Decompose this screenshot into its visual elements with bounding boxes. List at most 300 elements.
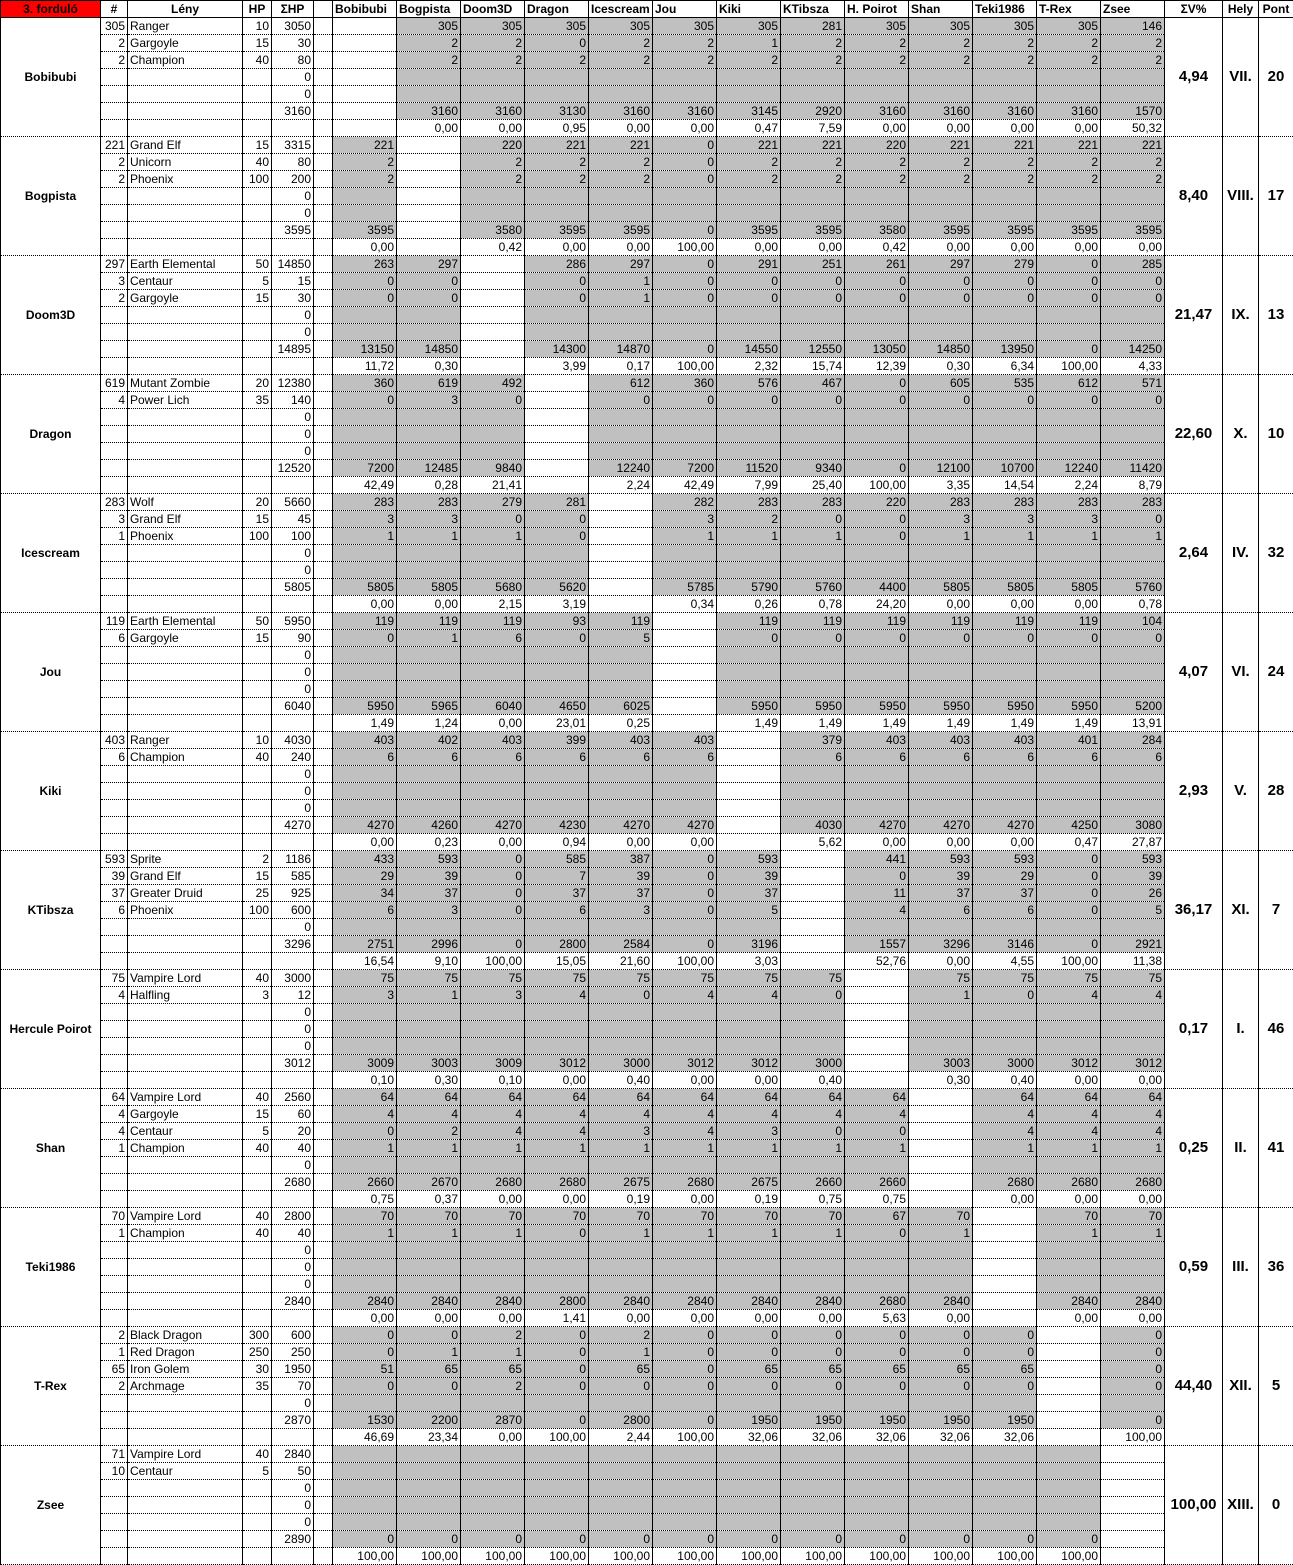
result-cell: 119 bbox=[333, 613, 397, 630]
result-cell bbox=[461, 443, 525, 460]
result-cell: 4 bbox=[717, 1106, 781, 1123]
table-row bbox=[1, 902, 1293, 919]
result-cell bbox=[909, 681, 973, 698]
player-name: KTibsza bbox=[1, 851, 101, 970]
total-hp-header: ΣHP bbox=[272, 1, 314, 18]
creature-name: Centaur bbox=[128, 273, 243, 290]
spacer-cell bbox=[314, 885, 333, 902]
result-cell: 0,00 bbox=[461, 120, 525, 137]
unit-count: 4 bbox=[101, 1106, 128, 1123]
result-cell bbox=[397, 919, 461, 936]
points-value: 28 bbox=[1259, 732, 1293, 851]
result-cell: 0 bbox=[909, 273, 973, 290]
result-cell: 3160 bbox=[653, 103, 717, 120]
result-cell: 305 bbox=[909, 18, 973, 35]
unit-hp bbox=[243, 698, 272, 715]
result-cell: 64 bbox=[333, 1089, 397, 1106]
unit-total-hp bbox=[272, 1429, 314, 1446]
table-row bbox=[1, 86, 1293, 103]
result-cell bbox=[525, 69, 589, 86]
result-cell bbox=[461, 647, 525, 664]
table-row bbox=[1, 1497, 1293, 1514]
result-cell bbox=[909, 1174, 973, 1191]
result-cell bbox=[333, 1463, 397, 1480]
creature-name bbox=[128, 477, 243, 494]
player-name: Zsee bbox=[1, 1446, 101, 1565]
result-cell bbox=[589, 511, 653, 528]
result-cell bbox=[973, 188, 1037, 205]
player-name: T-Rex bbox=[1, 1327, 101, 1446]
result-cell bbox=[525, 1395, 589, 1412]
creature-name bbox=[128, 1548, 243, 1565]
result-cell: 3 bbox=[589, 902, 653, 919]
creature-name bbox=[128, 579, 243, 596]
result-cell: 0,00 bbox=[525, 239, 589, 256]
result-cell: 2 bbox=[653, 52, 717, 69]
result-cell bbox=[973, 1259, 1037, 1276]
creature-name: Champion bbox=[128, 749, 243, 766]
unit-count bbox=[101, 341, 128, 358]
result-cell: 0 bbox=[1037, 290, 1101, 307]
result-cell: 0 bbox=[653, 290, 717, 307]
table-row bbox=[1, 477, 1293, 494]
result-cell bbox=[589, 800, 653, 817]
unit-total-hp: 2680 bbox=[272, 1174, 314, 1191]
unit-count: 2 bbox=[101, 1327, 128, 1344]
table-row bbox=[1, 1378, 1293, 1395]
result-cell bbox=[333, 664, 397, 681]
result-cell: 2 bbox=[845, 171, 909, 188]
result-cell: 220 bbox=[845, 137, 909, 154]
result-cell bbox=[717, 545, 781, 562]
result-cell bbox=[845, 1446, 909, 1463]
unit-total-hp: 0 bbox=[272, 681, 314, 698]
result-cell bbox=[589, 545, 653, 562]
result-cell: 5 bbox=[717, 902, 781, 919]
unit-total-hp: 2890 bbox=[272, 1531, 314, 1548]
result-cell bbox=[461, 1480, 525, 1497]
unit-hp: 3 bbox=[243, 987, 272, 1004]
result-cell: 0 bbox=[781, 511, 845, 528]
result-cell: 433 bbox=[333, 851, 397, 868]
result-cell bbox=[781, 953, 845, 970]
unit-total-hp: 2840 bbox=[272, 1293, 314, 1310]
result-cell bbox=[1101, 443, 1165, 460]
creature-name bbox=[128, 341, 243, 358]
result-cell: 6 bbox=[397, 749, 461, 766]
table-row bbox=[1, 1344, 1293, 1361]
spacer-cell bbox=[314, 664, 333, 681]
result-cell: 39 bbox=[717, 868, 781, 885]
result-cell: 21,41 bbox=[461, 477, 525, 494]
unit-total-hp: 80 bbox=[272, 154, 314, 171]
hp-header: HP bbox=[243, 1, 272, 18]
result-cell: 2840 bbox=[717, 1293, 781, 1310]
result-cell: 3160 bbox=[1037, 103, 1101, 120]
spacer-cell bbox=[314, 783, 333, 800]
result-cell: 5680 bbox=[461, 579, 525, 596]
result-cell bbox=[717, 1463, 781, 1480]
result-cell bbox=[1037, 1395, 1101, 1412]
points-value: 24 bbox=[1259, 613, 1293, 732]
unit-total-hp: 0 bbox=[272, 86, 314, 103]
result-cell bbox=[589, 494, 653, 511]
result-cell: 65 bbox=[909, 1361, 973, 1378]
table-row bbox=[1, 1021, 1293, 1038]
result-cell: 0 bbox=[333, 290, 397, 307]
result-cell: 399 bbox=[525, 732, 589, 749]
unit-count bbox=[101, 1293, 128, 1310]
result-cell bbox=[397, 1242, 461, 1259]
result-cell bbox=[589, 783, 653, 800]
unit-count bbox=[101, 1310, 128, 1327]
result-cell: 3130 bbox=[525, 103, 589, 120]
unit-count: 71 bbox=[101, 1446, 128, 1463]
result-cell: 6 bbox=[1037, 749, 1101, 766]
result-cell bbox=[653, 613, 717, 630]
result-cell bbox=[653, 681, 717, 698]
result-cell bbox=[973, 1038, 1037, 1055]
result-cell: 75 bbox=[525, 970, 589, 987]
result-cell bbox=[845, 188, 909, 205]
result-cell: 0 bbox=[653, 1344, 717, 1361]
result-cell: 12100 bbox=[909, 460, 973, 477]
loss-percent: 8,40 bbox=[1165, 137, 1223, 256]
result-cell bbox=[525, 783, 589, 800]
result-cell: 32,06 bbox=[973, 1429, 1037, 1446]
result-cell: 119 bbox=[781, 613, 845, 630]
result-cell bbox=[845, 409, 909, 426]
opponent-header: Shan bbox=[909, 1, 973, 18]
result-cell bbox=[525, 664, 589, 681]
result-cell bbox=[781, 936, 845, 953]
unit-hp: 35 bbox=[243, 1378, 272, 1395]
result-cell bbox=[333, 409, 397, 426]
table-row bbox=[1, 851, 1293, 868]
result-cell bbox=[1037, 1463, 1101, 1480]
result-cell: 571 bbox=[1101, 375, 1165, 392]
result-cell: 75 bbox=[781, 970, 845, 987]
result-cell: 64 bbox=[461, 1089, 525, 1106]
unit-count bbox=[101, 239, 128, 256]
result-cell: 0 bbox=[781, 1344, 845, 1361]
place-rank: VIII. bbox=[1223, 137, 1259, 256]
result-cell bbox=[653, 443, 717, 460]
unit-hp bbox=[243, 1429, 272, 1446]
result-cell bbox=[909, 1038, 973, 1055]
unit-total-hp bbox=[272, 477, 314, 494]
unit-count: 1 bbox=[101, 528, 128, 545]
result-cell: 4 bbox=[973, 1123, 1037, 1140]
result-cell: 4400 bbox=[845, 579, 909, 596]
unit-count bbox=[101, 460, 128, 477]
place-rank: XIII. bbox=[1223, 1446, 1259, 1565]
spacer-cell bbox=[314, 681, 333, 698]
table-row bbox=[1, 1310, 1293, 1327]
result-cell: 2 bbox=[1037, 154, 1101, 171]
unit-total-hp: 3595 bbox=[272, 222, 314, 239]
result-cell bbox=[973, 205, 1037, 222]
result-cell: 305 bbox=[397, 18, 461, 35]
result-cell: 0,00 bbox=[909, 596, 973, 613]
table-row bbox=[1, 1259, 1293, 1276]
result-cell: 0,19 bbox=[589, 1191, 653, 1208]
unit-count bbox=[101, 783, 128, 800]
result-cell: 403 bbox=[973, 732, 1037, 749]
result-cell bbox=[909, 1004, 973, 1021]
result-cell: 2200 bbox=[397, 1412, 461, 1429]
unit-hp: 250 bbox=[243, 1344, 272, 1361]
creature-name bbox=[128, 307, 243, 324]
result-cell bbox=[781, 86, 845, 103]
result-cell bbox=[397, 1157, 461, 1174]
result-cell: 1 bbox=[1037, 528, 1101, 545]
result-cell: 0 bbox=[845, 1378, 909, 1395]
table-row bbox=[1, 664, 1293, 681]
spacer-cell bbox=[314, 953, 333, 970]
result-cell bbox=[653, 630, 717, 647]
unit-total-hp: 0 bbox=[272, 188, 314, 205]
result-cell: 221 bbox=[333, 137, 397, 154]
result-cell: 2584 bbox=[589, 936, 653, 953]
result-cell bbox=[973, 664, 1037, 681]
loss-percent: 0,25 bbox=[1165, 1089, 1223, 1208]
result-cell: 4 bbox=[781, 1106, 845, 1123]
result-cell: 284 bbox=[1101, 732, 1165, 749]
spacer-cell bbox=[314, 477, 333, 494]
creature-name bbox=[128, 120, 243, 137]
result-cell: 4650 bbox=[525, 698, 589, 715]
result-cell: 50,32 bbox=[1101, 120, 1165, 137]
spacer-cell bbox=[314, 256, 333, 273]
unit-hp: 15 bbox=[243, 868, 272, 885]
unit-total-hp: 5660 bbox=[272, 494, 314, 511]
unit-count bbox=[101, 1531, 128, 1548]
creature-name bbox=[128, 460, 243, 477]
result-cell bbox=[781, 409, 845, 426]
result-cell bbox=[589, 1004, 653, 1021]
player-name: Bobibubi bbox=[1, 18, 101, 137]
result-cell: 1,24 bbox=[397, 715, 461, 732]
table-row bbox=[1, 1293, 1293, 1310]
result-cell: 305 bbox=[461, 18, 525, 35]
result-cell: 0 bbox=[397, 290, 461, 307]
result-cell: 29 bbox=[333, 868, 397, 885]
opponent-header: Jou bbox=[653, 1, 717, 18]
unit-hp bbox=[243, 681, 272, 698]
result-cell bbox=[1101, 426, 1165, 443]
result-cell bbox=[589, 919, 653, 936]
table-row bbox=[1, 1480, 1293, 1497]
unit-count bbox=[101, 1004, 128, 1021]
result-cell bbox=[973, 1463, 1037, 1480]
result-cell bbox=[397, 307, 461, 324]
unit-total-hp: 12380 bbox=[272, 375, 314, 392]
unit-count bbox=[101, 1038, 128, 1055]
result-cell bbox=[333, 1446, 397, 1463]
result-cell bbox=[1037, 443, 1101, 460]
result-cell: 0,10 bbox=[461, 1072, 525, 1089]
table-row bbox=[1, 341, 1293, 358]
unit-count: 1 bbox=[101, 1344, 128, 1361]
unit-count bbox=[101, 307, 128, 324]
result-cell: 221 bbox=[589, 137, 653, 154]
unit-total-hp bbox=[272, 120, 314, 137]
result-cell bbox=[589, 647, 653, 664]
unit-hp bbox=[243, 341, 272, 358]
result-cell bbox=[589, 205, 653, 222]
result-cell bbox=[653, 409, 717, 426]
points-value: 0 bbox=[1259, 1446, 1293, 1565]
spacer-cell bbox=[314, 273, 333, 290]
result-cell bbox=[525, 1276, 589, 1293]
result-cell: 0 bbox=[525, 1225, 589, 1242]
unit-count bbox=[101, 1191, 128, 1208]
creature-name bbox=[128, 545, 243, 562]
creature-name bbox=[128, 800, 243, 817]
result-cell: 0 bbox=[845, 630, 909, 647]
result-cell: 0 bbox=[717, 273, 781, 290]
result-cell: 1 bbox=[525, 1140, 589, 1157]
result-cell bbox=[845, 1021, 909, 1038]
result-cell: 0,00 bbox=[397, 596, 461, 613]
result-cell: 5,63 bbox=[845, 1310, 909, 1327]
result-cell bbox=[973, 1208, 1037, 1225]
result-cell: 0 bbox=[397, 273, 461, 290]
result-cell: 119 bbox=[589, 613, 653, 630]
unit-hp: 5 bbox=[243, 273, 272, 290]
result-cell bbox=[589, 596, 653, 613]
result-cell bbox=[1101, 86, 1165, 103]
result-cell: 0,00 bbox=[909, 953, 973, 970]
result-cell: 467 bbox=[781, 375, 845, 392]
result-cell: 585 bbox=[525, 851, 589, 868]
result-cell bbox=[717, 1514, 781, 1531]
result-cell bbox=[1037, 562, 1101, 579]
table-row bbox=[1, 273, 1293, 290]
result-cell: 4 bbox=[1037, 1123, 1101, 1140]
result-cell bbox=[717, 1242, 781, 1259]
table-row bbox=[1, 1174, 1293, 1191]
result-cell: 403 bbox=[909, 732, 973, 749]
result-cell: 0 bbox=[653, 137, 717, 154]
result-cell: 1950 bbox=[717, 1412, 781, 1429]
creature-name bbox=[128, 222, 243, 239]
spacer-cell bbox=[314, 851, 333, 868]
result-cell bbox=[333, 35, 397, 52]
result-cell: 70 bbox=[397, 1208, 461, 1225]
result-cell: 1 bbox=[909, 528, 973, 545]
result-cell: 2751 bbox=[333, 936, 397, 953]
unit-hp bbox=[243, 1531, 272, 1548]
result-cell: 4270 bbox=[653, 817, 717, 834]
result-cell: 1570 bbox=[1101, 103, 1165, 120]
opponent-header: Icescream bbox=[589, 1, 653, 18]
unit-hp bbox=[243, 1174, 272, 1191]
table-row bbox=[1, 987, 1293, 1004]
result-cell: 1 bbox=[589, 273, 653, 290]
result-cell: 0 bbox=[845, 1327, 909, 1344]
result-cell: 7200 bbox=[333, 460, 397, 477]
unit-hp: 2 bbox=[243, 851, 272, 868]
result-cell: 14250 bbox=[1101, 341, 1165, 358]
table-row bbox=[1, 1531, 1293, 1548]
player-name: Dragon bbox=[1, 375, 101, 494]
creature-name: Unicorn bbox=[128, 154, 243, 171]
result-cell: 1950 bbox=[781, 1412, 845, 1429]
unit-hp: 40 bbox=[243, 154, 272, 171]
unit-count: 119 bbox=[101, 613, 128, 630]
result-cell bbox=[333, 1276, 397, 1293]
result-cell: 13,91 bbox=[1101, 715, 1165, 732]
result-cell bbox=[333, 766, 397, 783]
unit-total-hp: 0 bbox=[272, 307, 314, 324]
unit-count bbox=[101, 1072, 128, 1089]
table-row bbox=[1, 35, 1293, 52]
points-value: 36 bbox=[1259, 1208, 1293, 1327]
points-value: 10 bbox=[1259, 375, 1293, 494]
unit-hp bbox=[243, 460, 272, 477]
result-cell bbox=[909, 783, 973, 800]
spacer-cell bbox=[314, 1089, 333, 1106]
unit-total-hp: 0 bbox=[272, 443, 314, 460]
opponent-header: Zsee bbox=[1101, 1, 1165, 18]
result-cell: 75 bbox=[333, 970, 397, 987]
spacer-cell bbox=[314, 35, 333, 52]
result-cell: 100,00 bbox=[653, 1548, 717, 1565]
spacer-cell bbox=[314, 868, 333, 885]
result-cell bbox=[1101, 1531, 1165, 1548]
result-cell: 2 bbox=[333, 171, 397, 188]
unit-count bbox=[101, 596, 128, 613]
result-cell: 305 bbox=[717, 18, 781, 35]
result-cell bbox=[781, 851, 845, 868]
creature-name: Earth Elemental bbox=[128, 256, 243, 273]
result-cell bbox=[1101, 783, 1165, 800]
unit-hp bbox=[243, 579, 272, 596]
result-cell bbox=[909, 1276, 973, 1293]
result-cell: 10700 bbox=[973, 460, 1037, 477]
result-cell bbox=[525, 1480, 589, 1497]
result-cell bbox=[909, 1242, 973, 1259]
result-cell: 0 bbox=[781, 392, 845, 409]
result-cell bbox=[333, 307, 397, 324]
unit-hp: 40 bbox=[243, 970, 272, 987]
result-cell: 6 bbox=[461, 630, 525, 647]
table-row bbox=[1, 1191, 1293, 1208]
unit-hp bbox=[243, 647, 272, 664]
result-cell: 0,00 bbox=[333, 239, 397, 256]
result-cell: 1 bbox=[1101, 1140, 1165, 1157]
result-cell: 0 bbox=[1037, 851, 1101, 868]
result-cell: 4 bbox=[653, 1123, 717, 1140]
table-row bbox=[1, 1106, 1293, 1123]
result-cell: 64 bbox=[973, 1089, 1037, 1106]
result-cell: 1 bbox=[397, 987, 461, 1004]
result-cell bbox=[909, 800, 973, 817]
result-cell: 279 bbox=[973, 256, 1037, 273]
result-cell: 100,00 bbox=[1037, 358, 1101, 375]
result-cell: 1 bbox=[909, 987, 973, 1004]
result-cell: 93 bbox=[525, 613, 589, 630]
unit-hp bbox=[243, 1293, 272, 1310]
unit-total-hp: 0 bbox=[272, 1242, 314, 1259]
result-cell: 37 bbox=[397, 885, 461, 902]
result-cell bbox=[397, 426, 461, 443]
spacer-cell bbox=[314, 919, 333, 936]
result-cell bbox=[333, 1497, 397, 1514]
result-cell: 4 bbox=[461, 1106, 525, 1123]
